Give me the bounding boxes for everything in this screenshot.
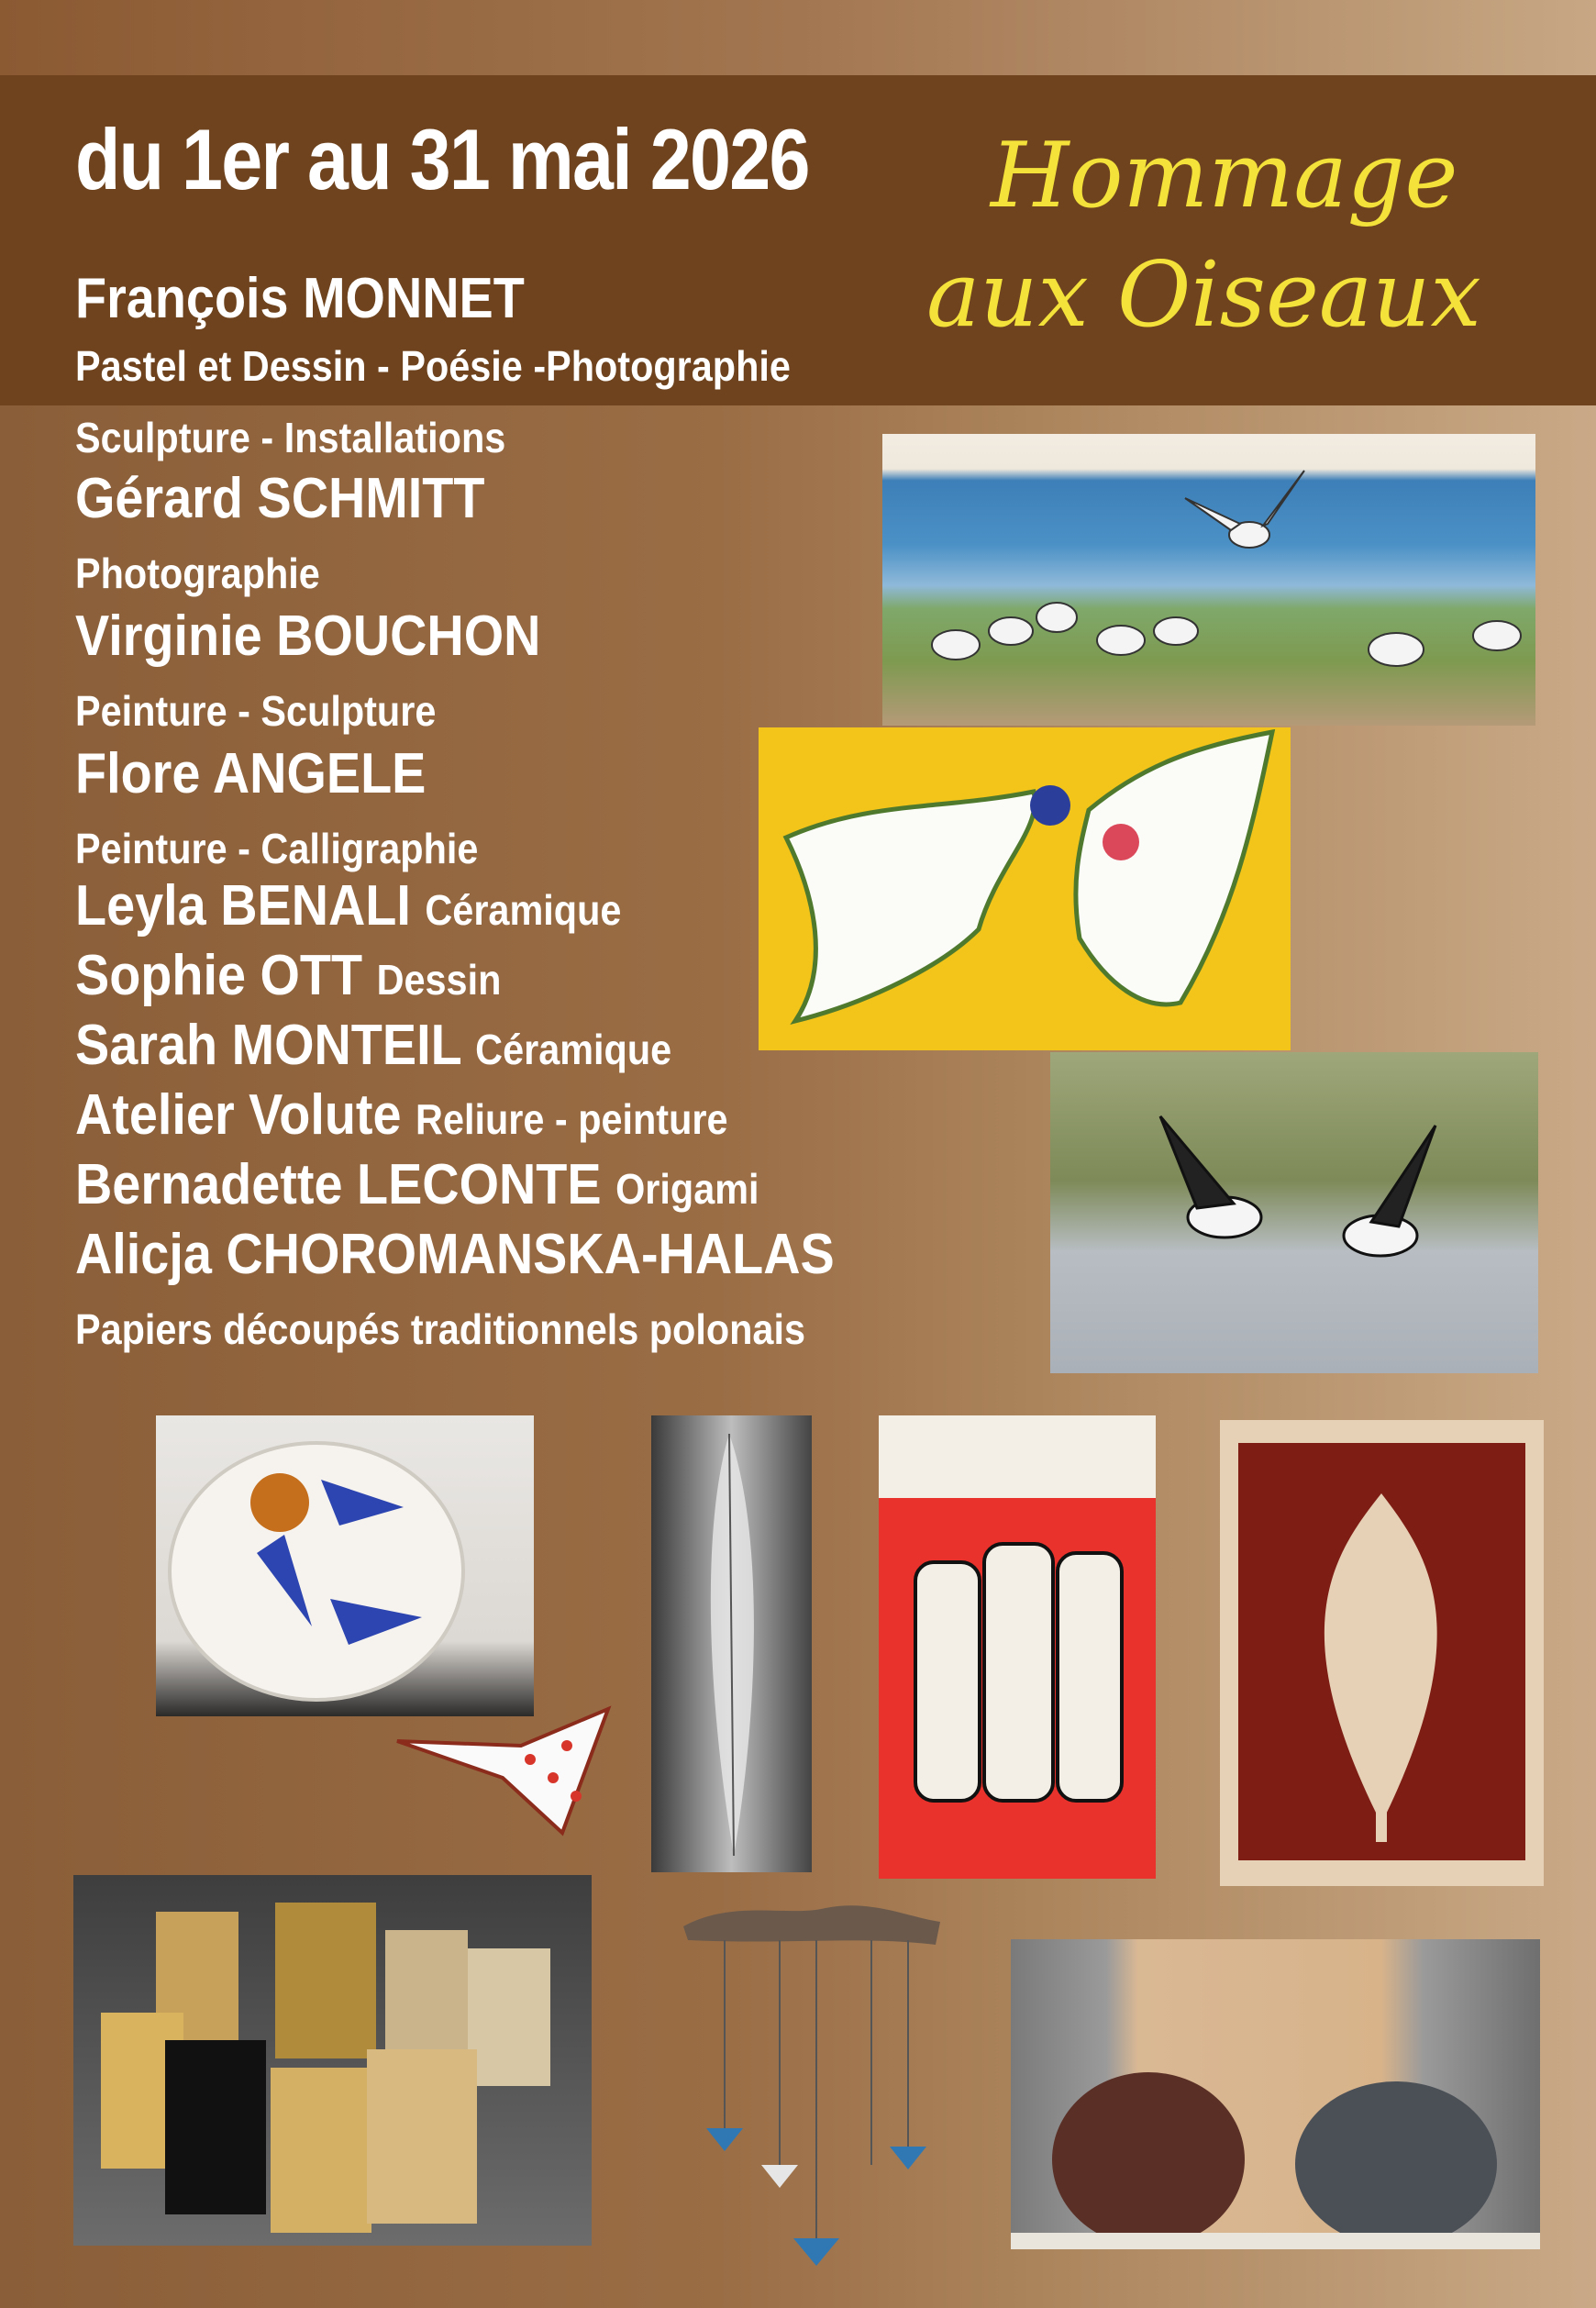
artist-name: Flore ANGELE <box>75 742 427 805</box>
title-line-2: aux Oiseaux <box>926 243 1481 348</box>
artist-name: Virginie BOUCHON <box>75 605 541 668</box>
artist-entry <box>75 943 501 1008</box>
artist-discipline: Céramique <box>425 886 622 934</box>
origami-mobile-image <box>679 1890 945 2275</box>
artist-name: François MONNET <box>75 267 525 330</box>
artist-discipline: Céramique <box>475 1026 672 1073</box>
calligraphy-painting-image <box>879 1415 1156 1879</box>
artist-entry <box>75 1013 671 1078</box>
artist-discipline: Pastel et Dessin - Poésie -Photographie <box>75 342 791 390</box>
doves-painting-image <box>759 727 1291 1050</box>
artist-name: Alicja CHOROMANSKA-HALAS <box>75 1223 835 1286</box>
bird-plate-image <box>156 1415 534 1716</box>
artist-discipline: Papiers découpés traditionnels polonais <box>75 1305 805 1353</box>
artist-name: Gérard SCHMITT <box>75 467 485 530</box>
bookbinding-image <box>73 1875 592 2246</box>
top-strip <box>0 0 1596 75</box>
artist-name: Atelier Volute <box>75 1083 402 1147</box>
artist-entry <box>75 873 621 938</box>
exhibition-title <box>926 124 1559 381</box>
avocet-photo-image <box>1050 1052 1538 1373</box>
artist-name: Sophie OTT <box>75 944 363 1007</box>
exhibition-dates: du 1er au 31 mai 2026 <box>75 111 809 207</box>
feather-drawing-image <box>651 1415 812 1872</box>
artist-discipline: Photographie <box>75 549 320 597</box>
artist-entry <box>75 1152 759 1217</box>
artist-name: Leyla BENALI <box>75 874 411 938</box>
title-line-1: Hommage <box>991 124 1458 228</box>
artist-discipline: Origami <box>615 1165 759 1213</box>
polish-papercut-image <box>1220 1420 1544 1886</box>
artist-name: Bernadette LECONTE <box>75 1153 602 1216</box>
artist-discipline: Dessin <box>376 956 502 1004</box>
ceramic-swallow-image <box>393 1704 617 1842</box>
artist-discipline: Reliure - peinture <box>416 1095 728 1143</box>
artist-discipline: Peinture - Calligraphie <box>75 825 479 872</box>
artist-entry <box>75 1082 728 1148</box>
artist-discipline: Peinture - Sculpture <box>75 687 437 735</box>
artist-name: Sarah MONTEIL <box>75 1014 461 1077</box>
ceramic-vases-image <box>1011 1939 1540 2249</box>
seagull-painting-image <box>882 434 1535 726</box>
artist-discipline: Sculpture - Installations <box>75 414 506 461</box>
